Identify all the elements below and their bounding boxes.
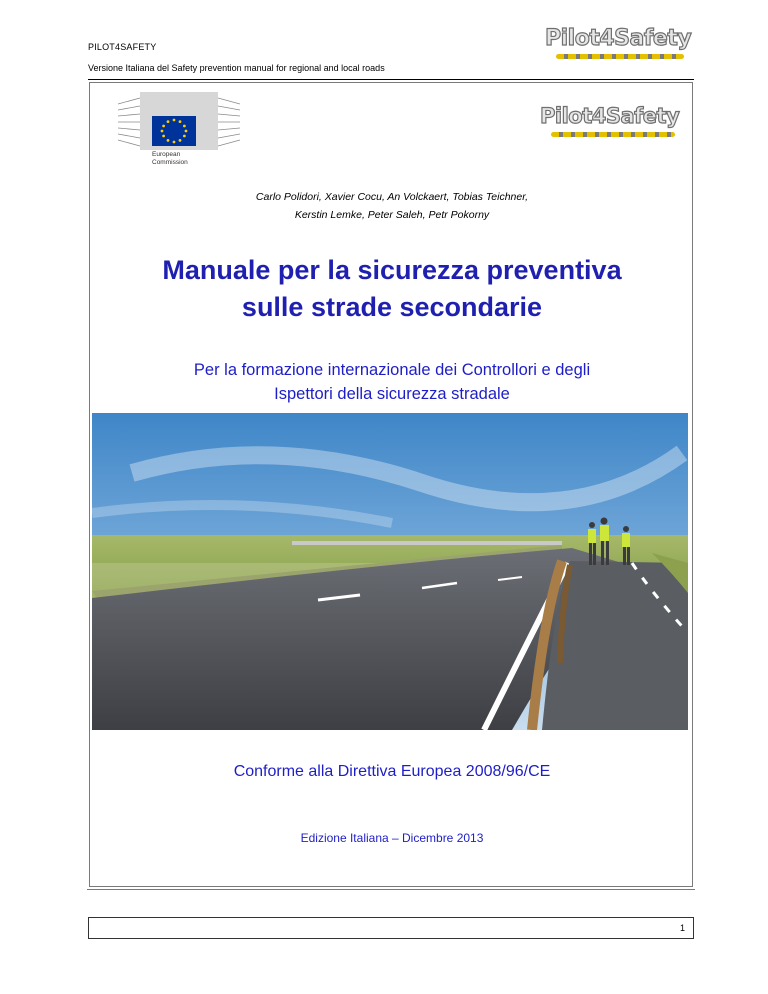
authors-line-2: Kerstin Lemke, Peter Saleh, Petr Pokorny bbox=[294, 209, 490, 221]
frame-bottom-rule bbox=[87, 889, 695, 890]
page-number: 1 bbox=[679, 923, 685, 933]
edition-info: Edizione Italiana – Dicembre 2013 bbox=[300, 831, 484, 845]
document-subtitle bbox=[90, 358, 694, 406]
document-title bbox=[90, 252, 694, 326]
title-line-1: Manuale per la sicurezza preventiva bbox=[162, 255, 622, 285]
road-photo bbox=[92, 413, 688, 730]
header-company: PILOT4SAFETY bbox=[88, 42, 157, 52]
header-rule bbox=[88, 79, 694, 80]
european-commission-label: European Commission bbox=[152, 151, 188, 166]
authors bbox=[90, 188, 694, 224]
logo-underline-header bbox=[556, 54, 684, 59]
subtitle-line-2: Ispettori della sicurezza stradale bbox=[274, 385, 510, 403]
pilot4safety-logo-header: Pilot4Safety bbox=[545, 26, 692, 51]
page-footer bbox=[88, 917, 694, 939]
title-line-2: sulle strade secondarie bbox=[241, 292, 543, 322]
logo-underline bbox=[551, 132, 675, 137]
authors-line-1: Carlo Polidori, Xavier Cocu, An Volckaert, Tobias Teichner, bbox=[255, 191, 529, 203]
subtitle-line-1: Per la formazione internazionale dei Controllori e degli bbox=[193, 361, 591, 379]
header-subtitle: Versione Italiana del Safety prevention manual for regional and local roads bbox=[88, 63, 385, 73]
compliance-statement: Conforme alla Direttiva Europea 2008/96/CE bbox=[233, 763, 551, 780]
pilot4safety-logo: Pilot4Safety bbox=[540, 104, 680, 128]
